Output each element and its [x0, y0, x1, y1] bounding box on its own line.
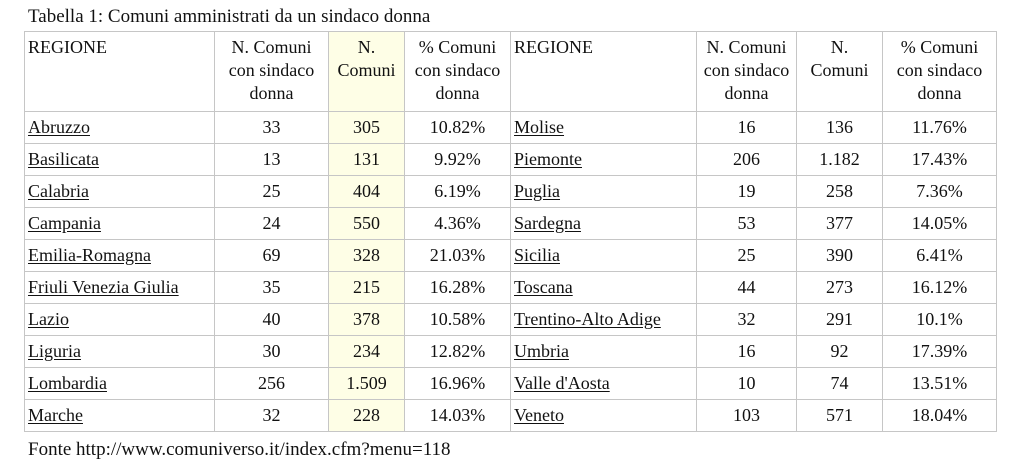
header-row: [25, 32, 997, 112]
region-link[interactable]: Campania: [28, 213, 101, 233]
region-link-cell[interactable]: [25, 368, 215, 400]
female-mayor-percent: 14.03%: [405, 400, 511, 432]
total-municipalities: 550: [329, 208, 405, 240]
header-region-left: REGIONE: [25, 32, 215, 112]
female-mayor-percent: 6.19%: [405, 176, 511, 208]
region-link[interactable]: Molise: [514, 117, 565, 137]
region-link-cell[interactable]: [511, 304, 697, 336]
region-link-cell[interactable]: [25, 208, 215, 240]
region-link-cell[interactable]: [25, 272, 215, 304]
female-mayor-count: 53: [697, 208, 797, 240]
female-mayor-count: 206: [697, 144, 797, 176]
header-total-right: N. Comuni: [797, 32, 883, 112]
table-row: [25, 176, 997, 208]
table-row: [25, 112, 997, 144]
total-municipalities: 258: [797, 176, 883, 208]
total-municipalities: 136: [797, 112, 883, 144]
female-mayor-count: 103: [697, 400, 797, 432]
region-link[interactable]: Umbria: [514, 341, 569, 361]
female-mayor-count: 32: [697, 304, 797, 336]
region-link[interactable]: Friuli Venezia Giulia: [28, 277, 179, 297]
female-mayor-percent: 10.1%: [883, 304, 997, 336]
region-link[interactable]: Liguria: [28, 341, 81, 361]
total-municipalities: 377: [797, 208, 883, 240]
region-link-cell[interactable]: [511, 400, 697, 432]
female-mayor-count: 13: [215, 144, 329, 176]
total-municipalities: 378: [329, 304, 405, 336]
table-caption: Tabella 1: Comuni amministrati da un sindaco donna: [28, 6, 431, 27]
female-mayor-count: 10: [697, 368, 797, 400]
region-link-cell[interactable]: [511, 112, 697, 144]
table-row: [25, 272, 997, 304]
table-row: [25, 240, 997, 272]
header-female-count-left: N. Comuni con sindaco donna: [215, 32, 329, 112]
region-link-cell[interactable]: [25, 112, 215, 144]
region-link[interactable]: Emilia-Romagna: [28, 245, 151, 265]
female-mayor-percent: 4.36%: [405, 208, 511, 240]
female-mayors-table: [24, 31, 997, 432]
header-percent-right: % Comuni con sindaco donna: [883, 32, 997, 112]
female-mayor-count: 19: [697, 176, 797, 208]
total-municipalities: 273: [797, 272, 883, 304]
female-mayor-percent: 17.39%: [883, 336, 997, 368]
female-mayor-count: 30: [215, 336, 329, 368]
female-mayor-count: 44: [697, 272, 797, 304]
region-link-cell[interactable]: [511, 336, 697, 368]
region-link-cell[interactable]: [25, 336, 215, 368]
region-link-cell[interactable]: [25, 304, 215, 336]
female-mayor-percent: 21.03%: [405, 240, 511, 272]
total-municipalities: 291: [797, 304, 883, 336]
source-note: Fonte http://www.comuniverso.it/index.cfm?menu=118: [28, 439, 451, 460]
female-mayor-percent: 18.04%: [883, 400, 997, 432]
header-total-left: N. Comuni: [329, 32, 405, 112]
region-link[interactable]: Valle d'Aosta: [514, 373, 610, 393]
female-mayor-percent: 13.51%: [883, 368, 997, 400]
total-municipalities: 228: [329, 400, 405, 432]
region-link[interactable]: Marche: [28, 405, 83, 425]
female-mayor-count: 16: [697, 112, 797, 144]
female-mayor-percent: 17.43%: [883, 144, 997, 176]
female-mayor-percent: 16.96%: [405, 368, 511, 400]
total-municipalities: 328: [329, 240, 405, 272]
region-link[interactable]: Toscana: [514, 277, 573, 297]
female-mayor-percent: 6.41%: [883, 240, 997, 272]
region-link[interactable]: Lazio: [28, 309, 69, 329]
total-municipalities: 1.509: [329, 368, 405, 400]
region-link[interactable]: Puglia: [514, 181, 561, 201]
total-municipalities: 571: [797, 400, 883, 432]
region-link-cell[interactable]: [511, 368, 697, 400]
region-link[interactable]: Abruzzo: [28, 117, 90, 137]
female-mayor-count: 25: [215, 176, 329, 208]
region-link-cell[interactable]: [511, 272, 697, 304]
table-row: [25, 304, 997, 336]
table-row: [25, 368, 997, 400]
region-link[interactable]: Sicilia: [514, 245, 560, 265]
region-link[interactable]: Trentino-Alto Adige: [514, 309, 661, 329]
region-link[interactable]: Piemonte: [514, 149, 582, 169]
female-mayor-percent: 10.82%: [405, 112, 511, 144]
female-mayor-percent: 11.76%: [883, 112, 997, 144]
region-link[interactable]: Sardegna: [514, 213, 581, 233]
female-mayor-count: 33: [215, 112, 329, 144]
female-mayor-count: 32: [215, 400, 329, 432]
region-link-cell[interactable]: [25, 240, 215, 272]
total-municipalities: 74: [797, 368, 883, 400]
total-municipalities: 305: [329, 112, 405, 144]
total-municipalities: 390: [797, 240, 883, 272]
region-link-cell[interactable]: [511, 240, 697, 272]
female-mayor-percent: 16.12%: [883, 272, 997, 304]
region-link[interactable]: Basilicata: [28, 149, 99, 169]
total-municipalities: 215: [329, 272, 405, 304]
total-municipalities: 1.182: [797, 144, 883, 176]
region-link-cell[interactable]: [25, 144, 215, 176]
female-mayor-count: 256: [215, 368, 329, 400]
female-mayor-percent: 16.28%: [405, 272, 511, 304]
female-mayor-percent: 9.92%: [405, 144, 511, 176]
total-municipalities: 131: [329, 144, 405, 176]
female-mayor-count: 40: [215, 304, 329, 336]
header-percent-left: % Comuni con sindaco donna: [405, 32, 511, 112]
region-link[interactable]: Calabria: [28, 181, 89, 201]
header-region-right: REGIONE: [511, 32, 697, 112]
female-mayor-percent: 10.58%: [405, 304, 511, 336]
female-mayor-count: 25: [697, 240, 797, 272]
header-female-count-right: N. Comuni con sindaco donna: [697, 32, 797, 112]
region-link-cell[interactable]: [511, 176, 697, 208]
total-municipalities: 92: [797, 336, 883, 368]
region-link[interactable]: Lombardia: [28, 373, 107, 393]
region-link[interactable]: Veneto: [514, 405, 564, 425]
female-mayor-count: 24: [215, 208, 329, 240]
total-municipalities: 404: [329, 176, 405, 208]
female-mayor-percent: 14.05%: [883, 208, 997, 240]
region-link-cell[interactable]: [25, 400, 215, 432]
table-row: [25, 400, 997, 432]
female-mayor-count: 69: [215, 240, 329, 272]
table-row: [25, 144, 997, 176]
region-link-cell[interactable]: [25, 176, 215, 208]
total-municipalities: 234: [329, 336, 405, 368]
region-link-cell[interactable]: [511, 208, 697, 240]
female-mayor-count: 16: [697, 336, 797, 368]
table-row: [25, 336, 997, 368]
table-row: [25, 208, 997, 240]
female-mayor-count: 35: [215, 272, 329, 304]
region-link-cell[interactable]: [511, 144, 697, 176]
female-mayor-percent: 7.36%: [883, 176, 997, 208]
female-mayor-percent: 12.82%: [405, 336, 511, 368]
